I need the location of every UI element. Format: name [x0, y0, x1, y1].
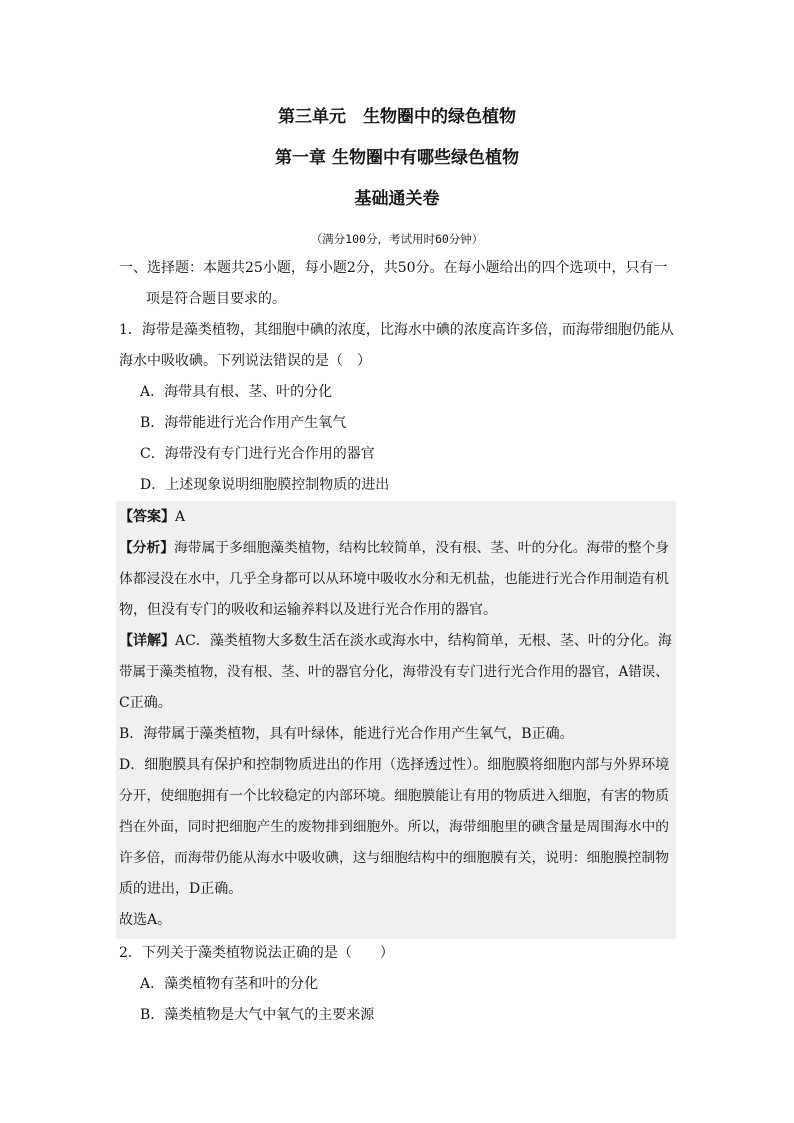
q1-stem-line1: 1．海带是藻类植物，其细胞中碘的浓度，比海水中碘的浓度高许多倍，而海带细胞仍能从 — [119, 322, 674, 338]
section-instruction-line1: 一、选择题：本题共25小题，每小题2分，共50分。在每小题给出的四个选项中，只有一 — [119, 260, 668, 276]
q1-detail-line2: 带属于藻类植物，没有根、茎、叶的器官分化，海带没有专门进行光合作用的器官，A错误、 — [119, 664, 669, 680]
q2-option-b: B．藻类植物是大气中氧气的主要来源 — [140, 1007, 375, 1023]
answer-tag: 【答案】 — [119, 509, 175, 525]
q1-detail-line7: 挡在外面，同时把细胞产生的废物排到细胞外。所以，海带细胞里的碘含量是周围海水中的 — [119, 819, 670, 835]
detail-text: AC．藻类植物大多数生活在淡水或海水中，结构简单，无根、茎、叶的分化。海 — [175, 633, 672, 649]
q1-detail-line5: D．细胞膜具有保护和控制物质进出的作用（选择透过性）。细胞膜将细胞内部与外界环境 — [119, 757, 670, 773]
q1-answer — [119, 507, 185, 527]
q1-detail-line9: 质的进出，D正确。 — [119, 881, 243, 897]
q2-stem: 2．下列关于藻类植物说法正确的是（ ） — [119, 945, 394, 961]
unit-title: 第三单元 生物圈中的绿色植物 — [278, 107, 516, 127]
solution-box — [116, 501, 676, 939]
q1-analysis-line2: 体都浸没在水中，几乎全身都可以从环境中吸收水分和无机盐，也能进行光合作用制造有机 — [119, 571, 670, 587]
section-instruction-line2: 项是符合题目要求的。 — [146, 291, 286, 307]
q1-analysis-line3: 物，但没有专门的吸收和运输养料以及进行光合作用的器官。 — [119, 602, 497, 618]
answer-value: A — [175, 509, 186, 525]
q1-detail-line1 — [119, 631, 672, 651]
q1-option-b: B．海带能进行光合作用产生氧气 — [140, 415, 347, 431]
analysis-tag: 【分析】 — [119, 540, 175, 556]
score-time-subtitle: （满分100分，考试用时60分钟） — [310, 232, 484, 246]
q2-option-a: A．藻类植物有茎和叶的分化 — [140, 976, 319, 992]
detail-tag: 【详解】 — [119, 633, 175, 649]
q1-analysis-line1 — [119, 538, 669, 558]
analysis-text: 海带属于多细胞藻类植物，结构比较简单，没有根、茎、叶的分化。海带的整个身 — [174, 540, 670, 556]
paper-title: 基础通关卷 — [354, 189, 440, 209]
q1-detail-line3: C正确。 — [119, 695, 172, 711]
q1-option-c: C．海带没有专门进行光合作用的器官 — [140, 446, 375, 462]
q1-detail-line6: 分开，使细胞拥有一个比较稳定的内部环境。细胞膜能让有用的物质进入细胞，有害的物质 — [119, 788, 670, 804]
q1-stem-line2: 海水中吸收碘。下列说法错误的是（ ） — [119, 353, 371, 369]
q1-option-d: D．上述现象说明细胞膜控制物质的进出 — [140, 477, 390, 493]
q1-conclusion: 故选A。 — [119, 912, 172, 928]
q1-option-a: A．海带具有根、茎、叶的分化 — [140, 384, 333, 400]
q1-detail-line4: B．海带属于藻类植物，具有叶绿体，能进行光合作用产生氧气，B正确。 — [119, 726, 574, 742]
q1-detail-line8: 许多倍，而海带仍能从海水中吸收碘，这与细胞结构中的细胞膜有关，说明：细胞膜控制物 — [119, 850, 670, 866]
chapter-title: 第一章 生物圈中有哪些绿色植物 — [275, 148, 519, 168]
